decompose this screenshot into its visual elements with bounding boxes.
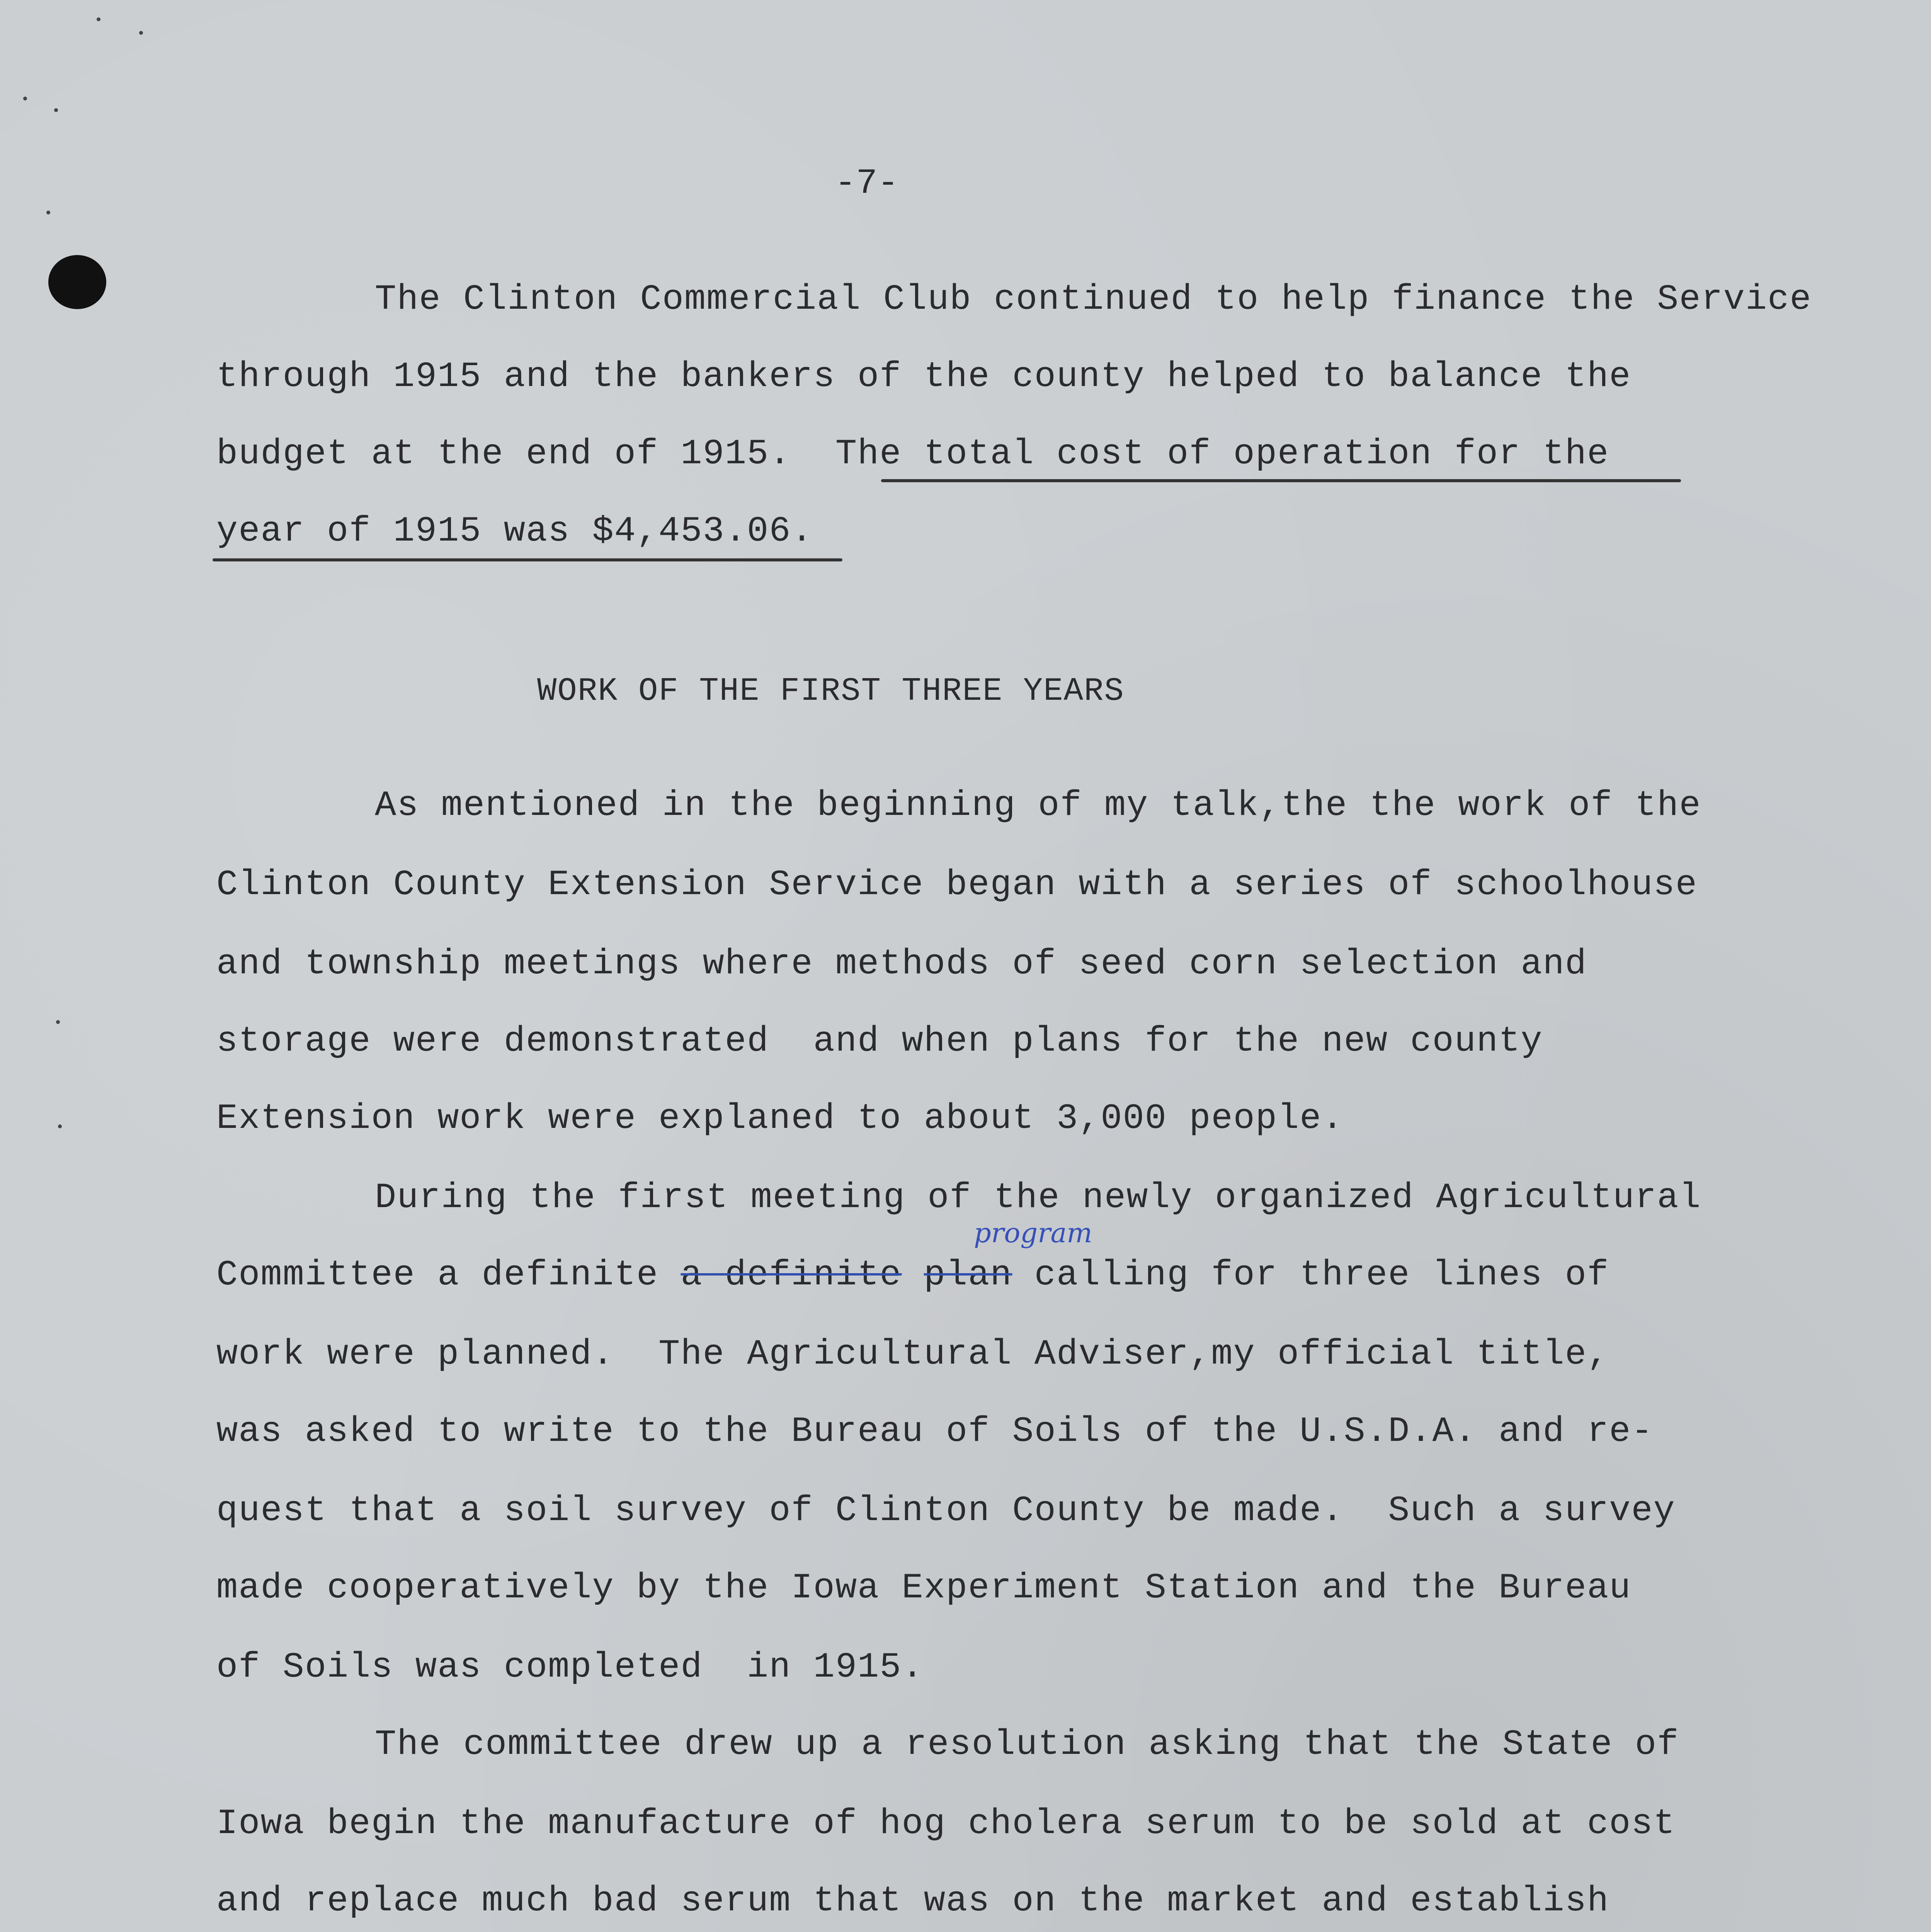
speck [46, 211, 50, 214]
punch-hole-top [48, 255, 106, 309]
text-line: The committee drew up a resolution asking that the State of [375, 1724, 1679, 1765]
text-segment [902, 1255, 924, 1295]
page-number: -7- [835, 163, 899, 204]
struck-text: plan [924, 1255, 1012, 1295]
text-line: Extension work were explaned to about 3,000 people. [216, 1098, 1344, 1139]
pen-underline [881, 479, 1681, 482]
text-line: During the first meeting of the newly organized Agricultural [375, 1177, 1701, 1218]
speck [97, 17, 100, 21]
text-segment: calling for three lines of [1012, 1255, 1609, 1295]
text-line: storage were demonstrated and when plans for the new county [216, 1021, 1543, 1061]
text-line: quest that a soil survey of Clinton County be made. Such a survey [216, 1490, 1676, 1531]
text-line: work were planned. The Agricultural Adviser,my official title, [216, 1334, 1609, 1374]
text-line: and replace much bad serum that was on the market and establish [216, 1881, 1609, 1921]
text-line: through 1915 and the bankers of the county helped to balance the [216, 356, 1632, 397]
text-segment: Committee a definite [216, 1255, 681, 1295]
pen-underline [213, 558, 842, 561]
text-line: The Clinton Commercial Club continued to help finance the Service [375, 279, 1812, 320]
text-line: Iowa begin the manufacture of hog cholera serum to be sold at cost [216, 1803, 1676, 1844]
text-line: made cooperatively by the Iowa Experiment Station and the Bureau [216, 1568, 1632, 1608]
speck [23, 97, 27, 100]
text-line: budget at the end of 1915. The total cost of operation for the [216, 434, 1609, 474]
text-line: and township meetings where methods of seed corn selection and [216, 944, 1587, 984]
speck [56, 1020, 60, 1024]
text-line: Clinton County Extension Service began with a series of schoolhouse [216, 864, 1698, 905]
section-heading: WORK OF THE FIRST THREE YEARS [537, 673, 1125, 710]
handwritten-insertion: program [974, 1217, 1092, 1249]
text-line: of Soils was completed in 1915. [216, 1647, 924, 1687]
speck [139, 31, 143, 35]
struck-text: a definite [681, 1255, 902, 1295]
text-line: As mentioned in the beginning of my talk,the the work of the [375, 785, 1701, 826]
speck [58, 1124, 62, 1128]
text-line: year of 1915 was $4,453.06. [216, 511, 813, 551]
text-line: was asked to write to the Bureau of Soils of the U.S.D.A. and re- [216, 1411, 1654, 1452]
speck [54, 108, 58, 112]
text-line-edited [216, 1254, 1609, 1296]
